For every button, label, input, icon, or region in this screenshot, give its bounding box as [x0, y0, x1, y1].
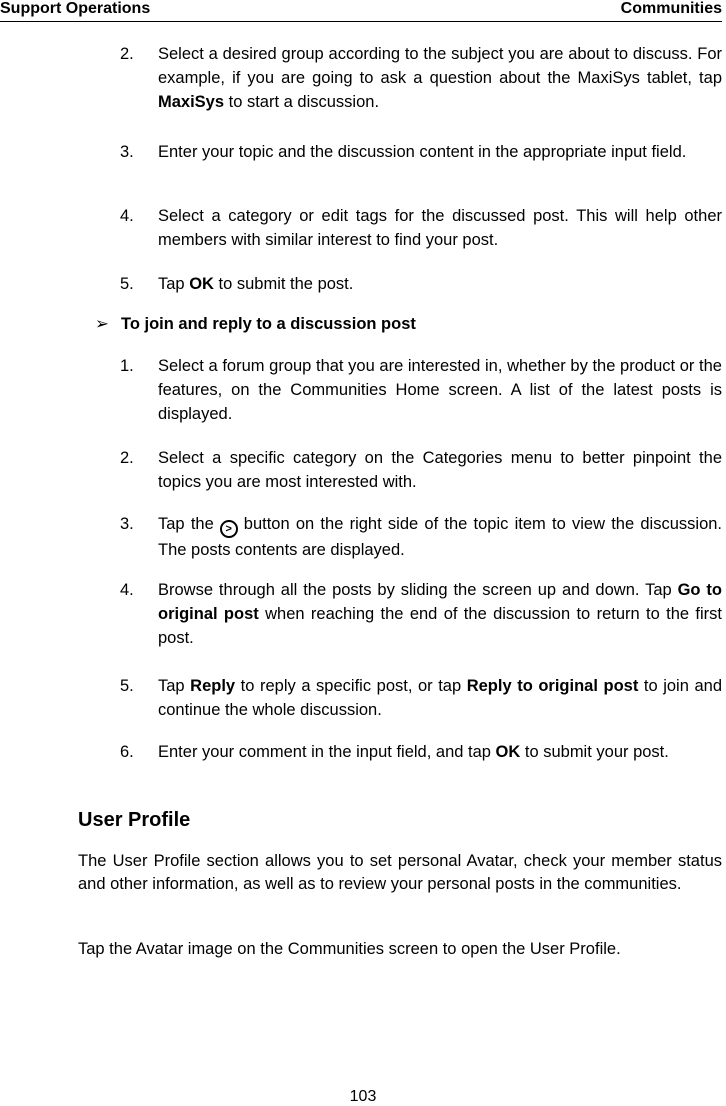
list-item: [120, 140, 722, 164]
step-text: Tap the > button on the right side of the topic item to view the discussion. The posts contents are displayed.: [158, 515, 723, 559]
step-number: 4.: [120, 207, 134, 225]
step-text: Enter your comment in the input field, and tap OK to submit your post.: [158, 743, 669, 761]
section-title: User Profile: [78, 809, 191, 831]
step-number: 5.: [120, 677, 134, 695]
step-number: 4.: [120, 581, 134, 599]
step-text: Tap OK to submit the post.: [158, 275, 354, 293]
paragraph: The User Profile section allows you to set personal Avatar, check your member status and other information, as well as to review your personal posts in the communities.: [78, 852, 722, 893]
step-text: Select a desired group according to the subject you are about to discuss. For example, if you are going to ask a question about the MaxiSys tablet, tap MaxiSys to start a discussion.: [158, 45, 722, 111]
step-text: Select a specific category on the Categories menu to better pinpoint the topics you are most interested with.: [158, 449, 722, 491]
page-header: [0, 0, 722, 22]
paragraph: Tap the Avatar image on the Communities screen to open the User Profile.: [78, 940, 621, 958]
step-number: 6.: [120, 743, 134, 761]
step-text: Enter your topic and the discussion content in the appropriate input field.: [158, 143, 687, 161]
list-item: [120, 204, 722, 252]
list-item: [120, 512, 722, 562]
arrow-bullet-icon: ➢: [95, 315, 109, 333]
list-item: [120, 446, 722, 494]
step-number: 3.: [120, 143, 134, 161]
list-item: [120, 42, 722, 114]
header-section: Support Operations: [0, 0, 151, 17]
step-text: Select a category or edit tags for the discussed post. This will help other members with similar interest to find your post.: [158, 207, 722, 249]
list-item: [120, 354, 722, 426]
step-number: 1.: [120, 357, 134, 375]
step-text: Tap Reply to reply a specific post, or tap Reply to original post to join and continue the whole discussion.: [158, 677, 722, 719]
chevron-right-circle-icon: >: [220, 520, 238, 538]
step-number: 3.: [120, 515, 134, 533]
step-number: 5.: [120, 275, 134, 293]
procedure-heading: [95, 312, 722, 336]
list-item: [120, 578, 722, 650]
step-number: 2.: [120, 45, 134, 63]
list-item: [120, 740, 722, 764]
step-text: Select a forum group that you are interested in, whether by the product or the features, on the Communities Home screen. A list of the latest posts is displayed.: [158, 357, 722, 423]
step-number: 2.: [120, 449, 134, 467]
list-item: [120, 674, 722, 722]
procedure-title: To join and reply to a discussion post: [121, 315, 416, 333]
step-text: Browse through all the posts by sliding the screen up and down. Tap Go to original post when reaching the end of the discussion to return to the first post.: [158, 581, 723, 647]
list-item: [120, 272, 722, 296]
page-number: 103: [349, 1088, 377, 1105]
header-chapter: Communities: [620, 0, 722, 17]
